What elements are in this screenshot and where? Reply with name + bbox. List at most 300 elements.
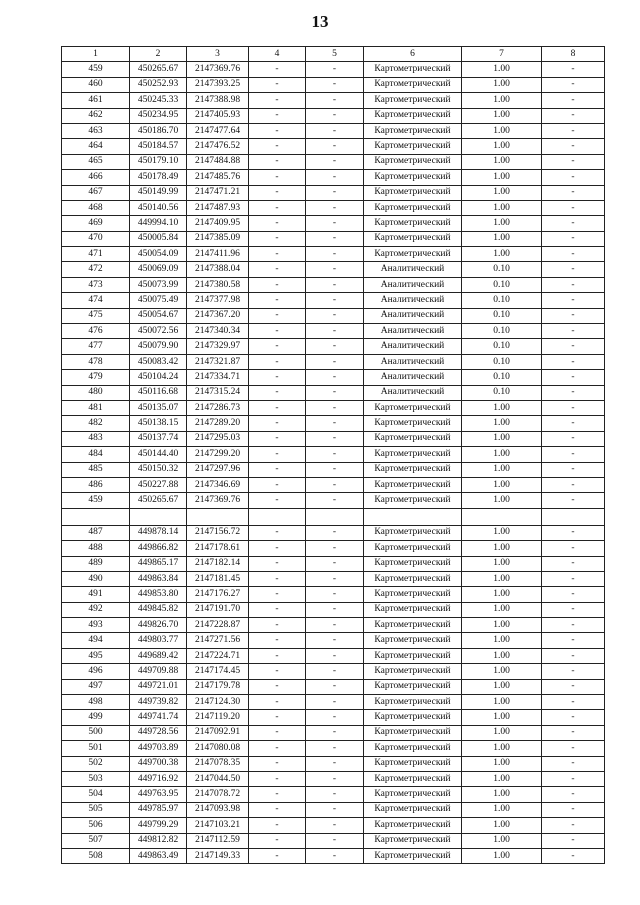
table-row [62, 556, 605, 571]
table-cell: Картометрический [364, 93, 462, 108]
table-cell: 1.00 [462, 710, 542, 725]
table-cell: - [306, 154, 364, 169]
table-cell: 1.00 [462, 571, 542, 586]
table-cell: 2147411.96 [187, 247, 249, 262]
table-cell: 2147044.50 [187, 771, 249, 786]
table-cell: 498 [62, 695, 130, 710]
table-cell: 486 [62, 477, 130, 492]
header-row [62, 47, 605, 62]
table-cell: 2147369.76 [187, 62, 249, 77]
table-cell: 449721.01 [130, 679, 187, 694]
table-row [62, 123, 605, 138]
table-cell: Картометрический [364, 725, 462, 740]
table-cell: 460 [62, 77, 130, 92]
table-cell: 1.00 [462, 648, 542, 663]
table-cell: Картометрический [364, 200, 462, 215]
table-row [62, 293, 605, 308]
table-cell: 450073.99 [130, 277, 187, 292]
table-cell: 1.00 [462, 431, 542, 446]
table-cell: 0.10 [462, 354, 542, 369]
table-cell: Картометрический [364, 247, 462, 262]
table-cell: 2147388.04 [187, 262, 249, 277]
table-cell: Картометрический [364, 710, 462, 725]
table-cell: - [542, 695, 605, 710]
table-cell: - [542, 339, 605, 354]
table-cell: 2147124.30 [187, 695, 249, 710]
table-cell: 449700.38 [130, 756, 187, 771]
table-cell: 1.00 [462, 108, 542, 123]
table-cell: 1.00 [462, 123, 542, 138]
table-cell: 1.00 [462, 477, 542, 492]
table-cell: - [306, 802, 364, 817]
table-cell: 499 [62, 710, 130, 725]
table-cell: 450054.67 [130, 308, 187, 323]
table-cell: - [306, 571, 364, 586]
table-cell: - [249, 725, 306, 740]
table-row [62, 231, 605, 246]
table-cell: - [249, 648, 306, 663]
table-cell: 463 [62, 123, 130, 138]
table-cell: - [249, 385, 306, 400]
table-cell: - [249, 848, 306, 863]
table-cell: 2147228.87 [187, 618, 249, 633]
table-cell: 2147340.34 [187, 324, 249, 339]
table-cell: - [542, 477, 605, 492]
table-cell: - [542, 231, 605, 246]
table-cell: Картометрический [364, 602, 462, 617]
table-row [62, 308, 605, 323]
table-cell: 2147367.20 [187, 308, 249, 323]
table-cell: Картометрический [364, 695, 462, 710]
table-cell: - [306, 308, 364, 323]
table-row [62, 695, 605, 710]
table-cell: 481 [62, 400, 130, 415]
table-cell: - [249, 170, 306, 185]
table-cell: - [249, 216, 306, 231]
header-cell: 3 [187, 47, 249, 62]
table-cell: - [542, 525, 605, 540]
table-cell: - [542, 741, 605, 756]
table-cell: - [306, 293, 364, 308]
table-cell: - [542, 587, 605, 602]
table-cell: 483 [62, 431, 130, 446]
table-cell: 2147176.27 [187, 587, 249, 602]
table-row [62, 62, 605, 77]
table-cell: Картометрический [364, 587, 462, 602]
table-cell: 450137.74 [130, 431, 187, 446]
table-cell: 494 [62, 633, 130, 648]
table-cell: - [542, 602, 605, 617]
table-row [62, 431, 605, 446]
table-cell: - [542, 818, 605, 833]
table-cell: 450069.09 [130, 262, 187, 277]
table-cell: 2147295.03 [187, 431, 249, 446]
table-cell: Картометрический [364, 787, 462, 802]
table-cell: Картометрический [364, 77, 462, 92]
table-cell: - [542, 123, 605, 138]
table-cell [542, 508, 605, 525]
table-cell: 2147181.45 [187, 571, 249, 586]
table-row [62, 170, 605, 185]
table-row [62, 787, 605, 802]
table-cell: 1.00 [462, 154, 542, 169]
table-cell: 2147286.73 [187, 400, 249, 415]
table-cell: - [249, 431, 306, 446]
table-cell: 450005.84 [130, 231, 187, 246]
table-cell: 449689.42 [130, 648, 187, 663]
table-cell: - [306, 108, 364, 123]
table-cell: - [249, 400, 306, 415]
table-cell: - [249, 324, 306, 339]
table-cell: Картометрический [364, 741, 462, 756]
table-cell: - [542, 556, 605, 571]
table-cell: 478 [62, 354, 130, 369]
table-row [62, 93, 605, 108]
table-cell: 1.00 [462, 664, 542, 679]
table-cell: Аналитический [364, 324, 462, 339]
table-cell: Картометрический [364, 818, 462, 833]
table-cell: - [249, 62, 306, 77]
table-cell: 459 [62, 493, 130, 508]
table-cell: 1.00 [462, 400, 542, 415]
table-cell: 495 [62, 648, 130, 663]
table-cell: 2147321.87 [187, 354, 249, 369]
table-cell: 2147191.70 [187, 602, 249, 617]
table-cell: Картометрический [364, 571, 462, 586]
header-cell: 6 [364, 47, 462, 62]
table-cell: - [249, 108, 306, 123]
table-cell: Картометрический [364, 139, 462, 154]
table-cell: 2147092.91 [187, 725, 249, 740]
table-row [62, 385, 605, 400]
table-cell: 450072.56 [130, 324, 187, 339]
table-cell: 449845.82 [130, 602, 187, 617]
table-row [62, 771, 605, 786]
table-cell: 492 [62, 602, 130, 617]
table-cell: - [542, 77, 605, 92]
table-cell: 468 [62, 200, 130, 215]
table-cell: 493 [62, 618, 130, 633]
table-cell: 449853.80 [130, 587, 187, 602]
table-cell: 476 [62, 324, 130, 339]
table-cell: - [249, 200, 306, 215]
table-cell: - [542, 664, 605, 679]
table-cell: - [306, 710, 364, 725]
header-cell: 8 [542, 47, 605, 62]
table-cell: 450104.24 [130, 370, 187, 385]
table-cell: 1.00 [462, 493, 542, 508]
table-cell: 1.00 [462, 587, 542, 602]
table-row [62, 633, 605, 648]
table-cell: 1.00 [462, 525, 542, 540]
table-cell: 2147224.71 [187, 648, 249, 663]
table-cell: - [542, 571, 605, 586]
table-cell: - [542, 787, 605, 802]
table-cell: - [542, 170, 605, 185]
table-cell: 450054.09 [130, 247, 187, 262]
table-cell: 2147078.72 [187, 787, 249, 802]
table-header [62, 47, 605, 62]
table-cell: - [542, 277, 605, 292]
table-cell: - [249, 262, 306, 277]
table-cell: Картометрический [364, 648, 462, 663]
table-cell: - [306, 200, 364, 215]
table-cell: 1.00 [462, 756, 542, 771]
table-cell: - [249, 633, 306, 648]
page-number: 13 [311, 12, 329, 31]
table-cell: - [249, 477, 306, 492]
table-cell: 450083.42 [130, 354, 187, 369]
table-cell: - [542, 154, 605, 169]
table-cell: 450186.70 [130, 123, 187, 138]
table-cell: - [249, 354, 306, 369]
table-cell: - [306, 185, 364, 200]
table-cell: 0.10 [462, 385, 542, 400]
table-cell: - [249, 525, 306, 540]
table-cell: - [542, 679, 605, 694]
table-cell: - [249, 587, 306, 602]
table-row [62, 833, 605, 848]
table-cell: - [249, 493, 306, 508]
table-cell: 2147078.35 [187, 756, 249, 771]
table-cell: - [542, 416, 605, 431]
table-cell: 1.00 [462, 62, 542, 77]
table-row [62, 725, 605, 740]
table-cell: Картометрический [364, 525, 462, 540]
table-cell: 1.00 [462, 231, 542, 246]
table-cell: - [249, 541, 306, 556]
table-cell: 461 [62, 93, 130, 108]
table-cell: 450252.93 [130, 77, 187, 92]
table-cell: 2147178.61 [187, 541, 249, 556]
table-row [62, 525, 605, 540]
table-cell: - [306, 556, 364, 571]
table-cell: - [306, 695, 364, 710]
table-cell: - [306, 216, 364, 231]
table-cell: 449878.14 [130, 525, 187, 540]
table-cell: 2147377.98 [187, 293, 249, 308]
table-cell: - [542, 293, 605, 308]
table-cell: - [306, 400, 364, 415]
table-cell: 2147409.95 [187, 216, 249, 231]
table-cell: - [249, 741, 306, 756]
table-cell: 466 [62, 170, 130, 185]
table-cell: - [249, 77, 306, 92]
table-cell: Аналитический [364, 262, 462, 277]
table-cell: - [249, 123, 306, 138]
table-cell: 2147289.20 [187, 416, 249, 431]
table-cell: - [306, 354, 364, 369]
table-cell: - [249, 370, 306, 385]
table-cell: 450138.15 [130, 416, 187, 431]
table-cell: 462 [62, 108, 130, 123]
table-cell: 1.00 [462, 216, 542, 231]
table-cell: - [249, 308, 306, 323]
table-cell: 487 [62, 525, 130, 540]
table-cell: - [542, 216, 605, 231]
table-cell [462, 508, 542, 525]
table-cell: - [542, 633, 605, 648]
table-cell: 474 [62, 293, 130, 308]
table-row [62, 416, 605, 431]
coordinates-table [61, 46, 605, 864]
table-cell: Картометрический [364, 771, 462, 786]
table-row [62, 818, 605, 833]
table-cell: 2147182.14 [187, 556, 249, 571]
table-cell: 450144.40 [130, 447, 187, 462]
table-cell: - [542, 185, 605, 200]
table-cell: 0.10 [462, 262, 542, 277]
table-cell: - [306, 93, 364, 108]
table-cell: 505 [62, 802, 130, 817]
table-cell: 504 [62, 787, 130, 802]
table-cell: 482 [62, 416, 130, 431]
table-cell: 450184.57 [130, 139, 187, 154]
table-row [62, 200, 605, 215]
table-cell: 1.00 [462, 741, 542, 756]
table-cell: Картометрический [364, 447, 462, 462]
table-row [62, 108, 605, 123]
table-cell: 2147476.52 [187, 139, 249, 154]
table-body [62, 62, 605, 864]
table-cell: 450227.88 [130, 477, 187, 492]
table-cell: 503 [62, 771, 130, 786]
table-cell: - [306, 679, 364, 694]
table-cell: Картометрический [364, 154, 462, 169]
table-cell: - [249, 462, 306, 477]
table-cell: 470 [62, 231, 130, 246]
table-cell: 450234.95 [130, 108, 187, 123]
table-row [62, 848, 605, 863]
table-cell: Картометрический [364, 664, 462, 679]
table-cell: 488 [62, 541, 130, 556]
table-cell: 507 [62, 833, 130, 848]
table-cell: - [306, 602, 364, 617]
table-cell: Картометрический [364, 170, 462, 185]
table-cell: 449785.97 [130, 802, 187, 817]
table-cell: 1.00 [462, 679, 542, 694]
table-row [62, 710, 605, 725]
table-cell: 2147484.88 [187, 154, 249, 169]
table-cell: Аналитический [364, 385, 462, 400]
table-cell: 0.10 [462, 324, 542, 339]
table-cell: - [542, 385, 605, 400]
table-cell: 449741.74 [130, 710, 187, 725]
table-cell: - [249, 818, 306, 833]
table-cell: 473 [62, 277, 130, 292]
table-cell: 2147471.21 [187, 185, 249, 200]
table-cell: - [249, 802, 306, 817]
table-cell: - [306, 725, 364, 740]
table-cell: 485 [62, 462, 130, 477]
table-cell [62, 508, 130, 525]
table-row [62, 648, 605, 663]
table-cell: 469 [62, 216, 130, 231]
table-row [62, 216, 605, 231]
table-cell: 450140.56 [130, 200, 187, 215]
table-cell [249, 508, 306, 525]
table-cell: Аналитический [364, 293, 462, 308]
table-cell: 475 [62, 308, 130, 323]
table-cell: - [542, 108, 605, 123]
table-row [62, 741, 605, 756]
table-cell: - [249, 695, 306, 710]
table-cell: 2147156.72 [187, 525, 249, 540]
table-cell: - [306, 648, 364, 663]
table-cell: Картометрический [364, 62, 462, 77]
table-cell: 1.00 [462, 633, 542, 648]
table-cell: 2147405.93 [187, 108, 249, 123]
table-cell: - [249, 339, 306, 354]
table-cell: 1.00 [462, 602, 542, 617]
table-cell: - [249, 154, 306, 169]
table-cell: 491 [62, 587, 130, 602]
table-cell: - [249, 231, 306, 246]
table-cell: 2147477.64 [187, 123, 249, 138]
table-cell: 1.00 [462, 556, 542, 571]
table-cell: 449703.89 [130, 741, 187, 756]
table-row [62, 447, 605, 462]
table-cell: - [306, 787, 364, 802]
table-cell: Картометрический [364, 185, 462, 200]
table-cell: - [306, 618, 364, 633]
table-cell: 2147369.76 [187, 493, 249, 508]
table-row [62, 541, 605, 556]
table-cell: - [306, 477, 364, 492]
header-cell: 1 [62, 47, 130, 62]
table-cell: 489 [62, 556, 130, 571]
table-cell: 449866.82 [130, 541, 187, 556]
table-cell: 1.00 [462, 93, 542, 108]
table-cell: - [306, 170, 364, 185]
table-cell: - [542, 771, 605, 786]
header-cell: 4 [249, 47, 306, 62]
table-cell: 1.00 [462, 695, 542, 710]
table-cell: 0.10 [462, 277, 542, 292]
table-cell: 450178.49 [130, 170, 187, 185]
table-cell: - [306, 62, 364, 77]
table-cell: - [306, 431, 364, 446]
table-cell: - [542, 618, 605, 633]
table-cell: 2147271.56 [187, 633, 249, 648]
table-cell: 1.00 [462, 771, 542, 786]
table-cell: 1.00 [462, 725, 542, 740]
table-row [62, 400, 605, 415]
table-cell: 1.00 [462, 170, 542, 185]
table-cell: 497 [62, 679, 130, 694]
table-cell: 1.00 [462, 185, 542, 200]
table-cell: 465 [62, 154, 130, 169]
table-cell: 1.00 [462, 77, 542, 92]
table-cell: 2147119.20 [187, 710, 249, 725]
table-cell: 450265.67 [130, 493, 187, 508]
table-cell: 2147299.20 [187, 447, 249, 462]
table-cell: 467 [62, 185, 130, 200]
table-cell: 449799.29 [130, 818, 187, 833]
table-cell: - [542, 710, 605, 725]
table-row [62, 277, 605, 292]
table-cell: - [249, 710, 306, 725]
table-cell: 479 [62, 370, 130, 385]
table-cell: - [542, 447, 605, 462]
table-cell: 450265.67 [130, 62, 187, 77]
table-cell: - [542, 93, 605, 108]
table-cell: 449803.77 [130, 633, 187, 648]
table-cell: - [249, 756, 306, 771]
table-cell: - [249, 185, 306, 200]
table-cell: 2147329.97 [187, 339, 249, 354]
table-cell: Картометрический [364, 802, 462, 817]
